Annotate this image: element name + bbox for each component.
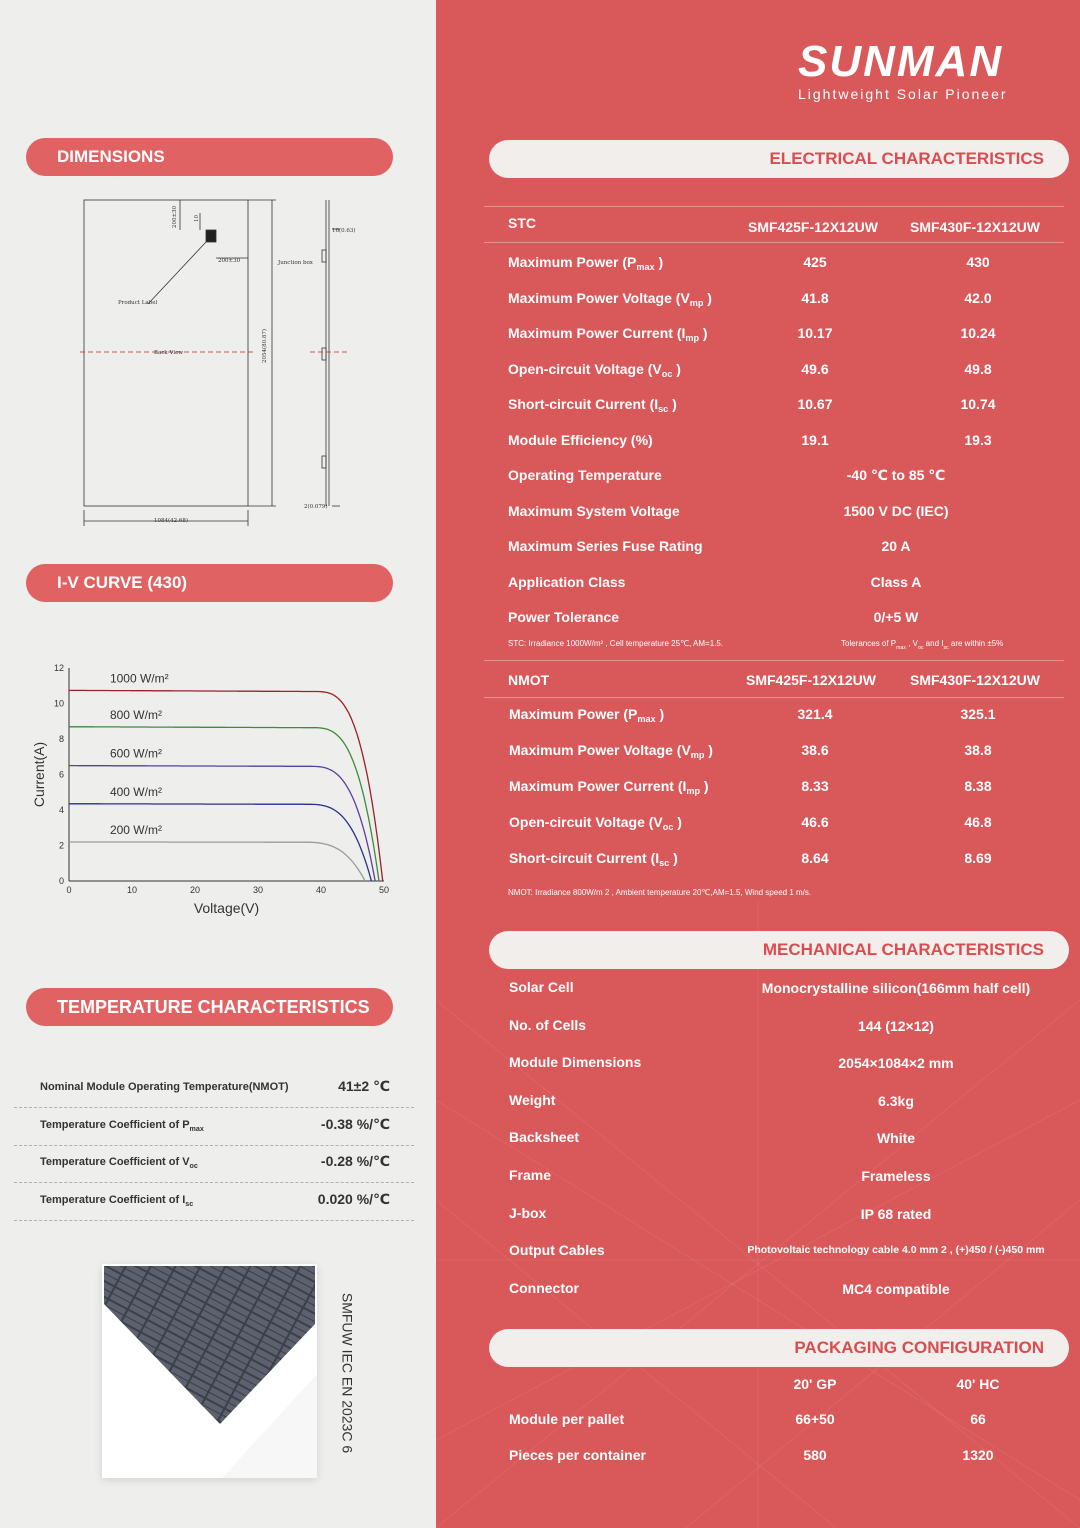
pack-value-a: 66+50 xyxy=(795,1411,835,1427)
stc-row-label-sub: max xyxy=(636,262,655,272)
logo-wordmark: SUNMAN xyxy=(798,37,1004,86)
mech-row-value: 144 (12×12) xyxy=(858,1017,934,1034)
temp-row-value: 41±2 ℃ xyxy=(338,1078,390,1094)
mech-row-label: Backsheet xyxy=(509,1129,580,1146)
mech-row-label: Weight xyxy=(509,1091,556,1108)
stc-note: STC: Irradiance 1000W/m² , Cell temperature 25℃, AM=1.5. xyxy=(508,639,724,648)
temp-row-label-sub: oc xyxy=(189,1162,198,1170)
stc-value-a: 19.1 xyxy=(801,431,829,448)
nmot-value-a: 321.4 xyxy=(797,706,833,722)
nmot-row-label-sub: mp xyxy=(690,750,705,760)
stc-value-b: 10.74 xyxy=(960,396,996,412)
panel-caption: SMFUW IEC EN 2023C 6 xyxy=(339,1292,356,1454)
pack-value-b: 66 xyxy=(970,1411,986,1427)
mech-row-label: Module Dimensions xyxy=(509,1054,642,1071)
dim-thickness-top: 16(0.63) xyxy=(332,228,356,234)
nmot-value-a: 46.6 xyxy=(801,814,829,830)
nmot-value-b: 46.8 xyxy=(964,814,992,830)
temp-row-divider xyxy=(14,1182,414,1183)
nmot-value-b: 325.1 xyxy=(960,706,996,722)
shared-row-label: Power Tolerance xyxy=(508,609,620,625)
stc-row-label-tail: ) xyxy=(654,254,664,270)
nmot-row-label xyxy=(509,850,678,868)
shared-row-value: Class A xyxy=(870,573,922,590)
y-axis-label: Current(A) xyxy=(31,741,47,808)
nmot-row-label-sub: oc xyxy=(662,822,674,832)
y-tick-label: 4 xyxy=(58,805,64,815)
packaging-col-a: 20' GP xyxy=(793,1376,837,1392)
nmot-value-b: 38.8 xyxy=(964,742,992,758)
stc-row-label xyxy=(508,361,681,379)
x-axis-label: Voltage(V) xyxy=(193,900,260,916)
nmot-row-label-tail: ) xyxy=(669,850,678,866)
nmot-row-label xyxy=(509,706,664,724)
divider xyxy=(484,242,1064,243)
stc-row-label-sub: oc xyxy=(661,368,673,379)
x-tick-label: 10 xyxy=(126,885,138,895)
nmot-row-label-tail: ) xyxy=(704,742,713,758)
stc-value-a: 10.17 xyxy=(797,325,833,341)
y-tick-label: 10 xyxy=(53,698,64,709)
shared-row-label: Application Class xyxy=(508,573,626,590)
packaging-header: PACKAGING CONFIGURATION xyxy=(489,1329,1069,1367)
mech-row-label: No. of Cells xyxy=(509,1016,587,1033)
y-tick-label: 6 xyxy=(58,769,64,780)
dimensions-header: DIMENSIONS xyxy=(26,138,393,176)
dimension-drawing xyxy=(60,188,380,538)
temp-row-value: 0.020 %/℃ xyxy=(317,1190,390,1207)
nmot-model-b-header: SMF430F-12X12UW xyxy=(910,672,1040,688)
x-tick-label: 50 xyxy=(378,885,390,895)
divider xyxy=(484,206,1064,207)
panel-photo xyxy=(102,1264,317,1478)
shared-row-value: -40 ℃ to 85 ℃ xyxy=(846,467,946,483)
shared-row-label: Operating Temperature xyxy=(508,467,662,483)
dim-back-view: Back View xyxy=(154,350,184,356)
nmot-value-b: 8.38 xyxy=(964,778,992,794)
series-line xyxy=(69,842,365,881)
stc-row-label-tail: ) xyxy=(668,396,677,412)
temp-row-value: -0.28 %/℃ xyxy=(320,1153,390,1169)
stc-row-label-text: Maximum Power Voltage (V xyxy=(508,289,690,306)
packaging-col-b: 40' HC xyxy=(956,1376,1000,1392)
temp-row-divider xyxy=(14,1220,414,1221)
pack-row-label: Module per pallet xyxy=(509,1411,625,1427)
stc-value-a: 41.8 xyxy=(801,289,829,306)
stc-value-a: 10.67 xyxy=(797,396,833,412)
stc-value-a: 49.6 xyxy=(801,360,829,377)
stc-row-label-tail: ) xyxy=(672,360,681,377)
nmot-row-label-sub: mp xyxy=(686,786,701,796)
stc-row-label-sub: mp xyxy=(685,333,700,343)
mech-row-value: White xyxy=(876,1130,916,1147)
stc-row-label-text: Maximum Power Current (I xyxy=(508,325,686,341)
y-tick-label: 12 xyxy=(53,663,64,673)
mech-row-value: Photovoltaic technology cable 4.0 mm 2 , (+)450 / (-)450 mm xyxy=(747,1244,1045,1257)
x-tick-label: 0 xyxy=(66,885,72,895)
mech-row-label: Connector xyxy=(509,1279,579,1296)
temp-row-label-text: Temperature Coefficient of I xyxy=(40,1193,186,1206)
stc-row-label xyxy=(508,290,712,308)
pack-row-label: Pieces per container xyxy=(509,1446,646,1463)
stc-row-label xyxy=(508,396,677,414)
nmot-row-label-text: Maximum Power (P xyxy=(509,706,638,722)
series-label: 400 W/m² xyxy=(109,784,162,799)
iv-chart xyxy=(24,656,404,926)
stc-row-label-text: Short-circuit Current (I xyxy=(508,396,659,412)
nmot-row-label-text: Open-circuit Voltage (V xyxy=(509,814,663,830)
nmot-row-label-tail: ) xyxy=(655,706,665,722)
temp-row-label xyxy=(40,1156,198,1170)
nmot-note: NMOT: Irradiance 800W/m 2 , Ambient temperature 20℃,AM=1.5, Wind speed 1 m/s. xyxy=(508,888,812,897)
stc-row-label-tail: ) xyxy=(699,325,708,341)
electrical-header: ELECTRICAL CHARACTERISTICS xyxy=(489,140,1069,178)
divider xyxy=(484,660,1064,661)
iv-curve-header: I-V CURVE (430) xyxy=(26,564,393,602)
mech-row-value: 2054×1084×2 mm xyxy=(838,1055,954,1072)
pack-value-b: 1320 xyxy=(962,1446,994,1463)
dim-top-offset: 200±30 xyxy=(172,205,178,228)
stc-value-a: 425 xyxy=(803,254,827,270)
stc-value-b: 42.0 xyxy=(964,289,992,306)
pack-value-a: 580 xyxy=(803,1446,827,1463)
stc-row-label-sub: sc xyxy=(658,404,669,414)
mech-row-label: Solar Cell xyxy=(509,979,574,995)
x-tick-label: 40 xyxy=(315,885,327,895)
temp-row-label xyxy=(40,1119,204,1133)
nmot-row-label-text: Short-circuit Current (I xyxy=(509,850,660,866)
mech-row-label: J-box xyxy=(509,1204,547,1221)
mech-row-label: Frame xyxy=(509,1167,552,1183)
dim-junction-box: Junction box xyxy=(278,260,313,266)
x-tick-label: 20 xyxy=(189,885,201,895)
series-label: 600 W/m² xyxy=(109,746,162,761)
temp-row-label-sub: max xyxy=(189,1124,204,1133)
temp-row-label xyxy=(40,1194,193,1208)
stc-value-b: 430 xyxy=(966,254,990,270)
model-a-header: SMF425F-12X12UW xyxy=(748,219,878,235)
nmot-value-a: 8.33 xyxy=(801,778,829,794)
y-tick-label: 8 xyxy=(58,734,64,744)
stc-row-label xyxy=(508,432,653,448)
model-b-header: SMF430F-12X12UW xyxy=(910,219,1040,235)
dim-width: 1084(42.68) xyxy=(154,518,189,524)
mech-row-value: 6.3kg xyxy=(878,1092,914,1109)
nmot-row-label-text: Maximum Power Current (I xyxy=(509,778,687,794)
temp-row-label xyxy=(40,1081,289,1093)
tolerance-note: Tolerances of $P_{max}$ , $V_{oc}$ and $I_{sc}$ are within ±5% xyxy=(841,639,1004,651)
stc-label: STC xyxy=(508,215,536,231)
dim-product-label: Product Label xyxy=(118,300,158,306)
dim-height: 2054(80.87) xyxy=(262,328,268,363)
nmot-row-label xyxy=(509,778,709,796)
stc-row-label-text: Maximum Power (P xyxy=(508,254,637,270)
shared-row-label: Maximum System Voltage xyxy=(508,502,680,519)
shared-row-value: 20 A xyxy=(881,538,911,554)
y-tick-label: 2 xyxy=(58,840,64,851)
mech-row-value: Monocrystalline silicon(166mm half cell) xyxy=(761,980,1031,996)
nmot-row-label-tail: ) xyxy=(673,814,682,830)
temp-row-label-text: Temperature Coefficient of P xyxy=(40,1118,190,1131)
stc-row-label-sub: mp xyxy=(689,297,704,308)
nmot-value-a: 38.6 xyxy=(801,742,829,758)
logo-tagline: Lightweight Solar Pioneer xyxy=(798,86,1008,102)
mech-row-value: Frameless xyxy=(861,1168,931,1184)
temp-row-divider xyxy=(14,1145,414,1146)
series-label: 800 W/m² xyxy=(109,707,162,722)
mech-row-value: MC4 compatible xyxy=(842,1280,950,1297)
nmot-label: NMOT xyxy=(508,672,550,688)
nmot-row-label xyxy=(509,814,682,832)
nmot-row-label-text: Maximum Power Voltage (V xyxy=(509,742,691,758)
nmot-row-label xyxy=(509,742,713,760)
stc-value-b: 10.24 xyxy=(960,325,996,341)
mech-row-label: Output Cables xyxy=(509,1242,605,1259)
stc-row-label xyxy=(508,254,663,272)
stc-value-b: 49.8 xyxy=(964,360,992,377)
series-label: 200 W/m² xyxy=(109,822,162,837)
temp-row-label-text: Nominal Module Operating Temperature(NMOT) xyxy=(40,1081,289,1093)
temp-row-divider xyxy=(14,1107,414,1108)
stc-row-label-text: Module Efficiency (%) xyxy=(508,431,653,448)
y-tick-label: 0 xyxy=(58,876,64,886)
stc-row-label-tail: ) xyxy=(703,289,712,306)
temp-row-value: -0.38 %/℃ xyxy=(320,1115,390,1132)
mechanical-header: MECHANICAL CHARACTERISTICS xyxy=(489,931,1069,969)
x-tick-label: 30 xyxy=(252,885,264,895)
mech-row-value: IP 68 rated xyxy=(860,1205,932,1222)
nmot-value-a: 8.64 xyxy=(801,850,829,866)
dim-thickness-bottom: 2(0.079) xyxy=(304,504,328,510)
temp-row-label-sub: sc xyxy=(185,1199,194,1208)
stc-row-label-text: Open-circuit Voltage (V xyxy=(508,360,662,377)
nmot-value-b: 8.69 xyxy=(964,850,992,866)
dim-side-offset: 200±30 xyxy=(218,258,241,264)
shared-row-value: 1500 V DC (IEC) xyxy=(843,502,949,519)
temp-row-label-text: Temperature Coefficient of V xyxy=(40,1156,190,1168)
stc-value-b: 19.3 xyxy=(964,431,992,448)
nmot-row-label-sub: max xyxy=(637,714,656,724)
nmot-row-label-sub: sc xyxy=(659,858,670,868)
stc-row-label xyxy=(508,325,708,343)
series-label: 1000 W/m² xyxy=(109,671,169,686)
brand-logo xyxy=(798,37,1008,102)
dim-ten: 10 xyxy=(194,215,200,222)
shared-row-value: 0/+5 W xyxy=(873,609,919,625)
temperature-header: TEMPERATURE CHARACTERISTICS xyxy=(26,988,393,1026)
nmot-row-label-tail: ) xyxy=(700,778,709,794)
nmot-model-a-header: SMF425F-12X12UW xyxy=(746,672,876,688)
shared-row-label: Maximum Series Fuse Rating xyxy=(508,538,703,554)
divider xyxy=(484,697,1064,698)
